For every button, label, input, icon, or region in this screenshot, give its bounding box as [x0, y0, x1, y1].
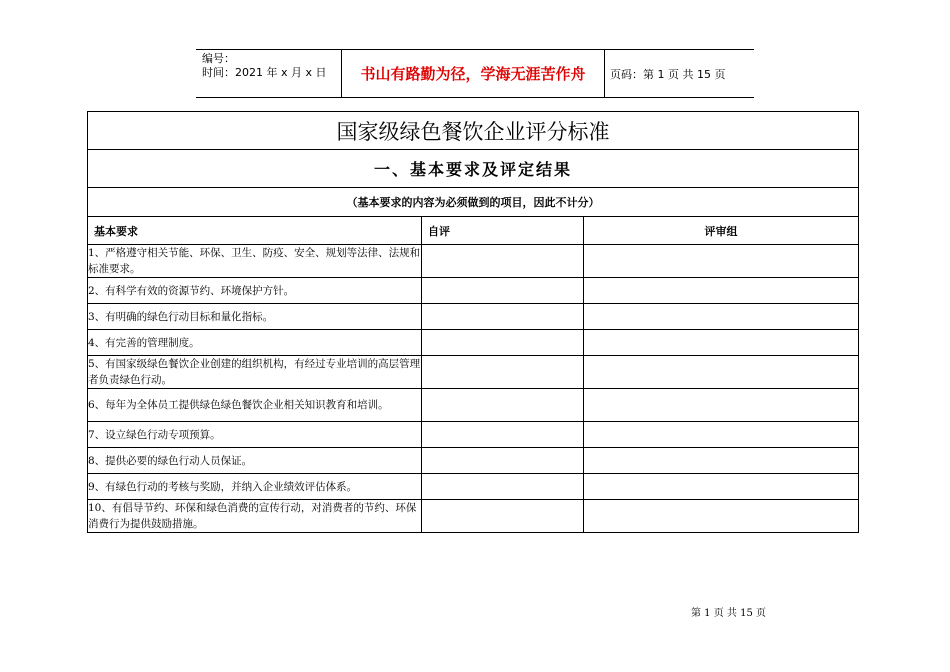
self-eval-cell[interactable] — [422, 500, 584, 533]
self-eval-cell[interactable] — [422, 330, 584, 356]
self-eval-cell[interactable] — [422, 304, 584, 330]
review-cell[interactable] — [584, 278, 859, 304]
column-header-self-eval: 自评 — [422, 217, 584, 245]
self-eval-cell[interactable] — [422, 389, 584, 422]
self-eval-cell[interactable] — [422, 278, 584, 304]
requirement-cell: 2、有科学有效的资源节约、环境保护方针。 — [88, 278, 422, 304]
requirement-cell: 9、有绿色行动的考核与奖励，并纳入企业绩效评估体系。 — [88, 474, 422, 500]
review-cell[interactable] — [584, 304, 859, 330]
time-label: 时间：2021 年 x 月 x 日 — [202, 66, 327, 79]
requirement-cell: 6、每年为全体员工提供绿色绿色餐饮企业相关知识教育和培训。 — [88, 389, 422, 422]
review-cell[interactable] — [584, 356, 859, 389]
table-row — [88, 500, 859, 533]
column-header-requirement: 基本要求 — [88, 217, 422, 245]
column-header-review: 评审组 — [584, 217, 859, 245]
table-row — [88, 448, 859, 474]
table-row — [88, 245, 859, 278]
table-row — [88, 304, 859, 330]
review-cell[interactable] — [584, 500, 859, 533]
scoring-table — [87, 111, 859, 533]
document-title: 国家级绿色餐饮企业评分标准 — [88, 112, 859, 150]
column-header-row — [88, 217, 859, 245]
review-cell[interactable] — [584, 330, 859, 356]
page-footer: 第 1 页 共 15 页 — [691, 608, 766, 619]
page-header — [196, 49, 754, 98]
section-note: （基本要求的内容为必须做到的项目，因此不计分） — [88, 188, 859, 217]
requirement-cell: 5、有国家级绿色餐饮企业创建的组织机构，有经过专业培训的高层管理者负责绿色行动。 — [88, 356, 422, 389]
self-eval-cell[interactable] — [422, 448, 584, 474]
table-row — [88, 389, 859, 422]
review-cell[interactable] — [584, 245, 859, 278]
table-row — [88, 356, 859, 389]
self-eval-cell[interactable] — [422, 474, 584, 500]
requirement-cell: 8、提供必要的绿色行动人员保证。 — [88, 448, 422, 474]
review-cell[interactable] — [584, 389, 859, 422]
requirement-cell: 7、设立绿色行动专项预算。 — [88, 422, 422, 448]
requirement-cell: 3、有明确的绿色行动目标和量化指标。 — [88, 304, 422, 330]
table-row — [88, 278, 859, 304]
header-page-code: 页码：第 1 页 共 15 页 — [610, 67, 726, 81]
table-row — [88, 474, 859, 500]
review-cell[interactable] — [584, 474, 859, 500]
header-meta — [202, 52, 327, 80]
self-eval-cell[interactable] — [422, 245, 584, 278]
self-eval-cell[interactable] — [422, 422, 584, 448]
self-eval-cell[interactable] — [422, 356, 584, 389]
table-row — [88, 422, 859, 448]
requirement-cell: 4、有完善的管理制度。 — [88, 330, 422, 356]
requirement-cell: 1、严格遵守相关节能、环保、卫生、防疫、安全、规划等法律、法规和标准要求。 — [88, 245, 422, 278]
review-cell[interactable] — [584, 448, 859, 474]
review-cell[interactable] — [584, 422, 859, 448]
header-motto: 书山有路勤为径，学海无涯苦作舟 — [341, 50, 605, 97]
requirement-cell: 10、有倡导节约、环保和绿色消费的宣传行动，对消费者的节约、环保消费行为提供鼓励措施。 — [88, 500, 422, 533]
code-label: 编号： — [202, 52, 235, 65]
section-title: 一、基本要求及评定结果 — [88, 150, 859, 188]
table-row — [88, 330, 859, 356]
